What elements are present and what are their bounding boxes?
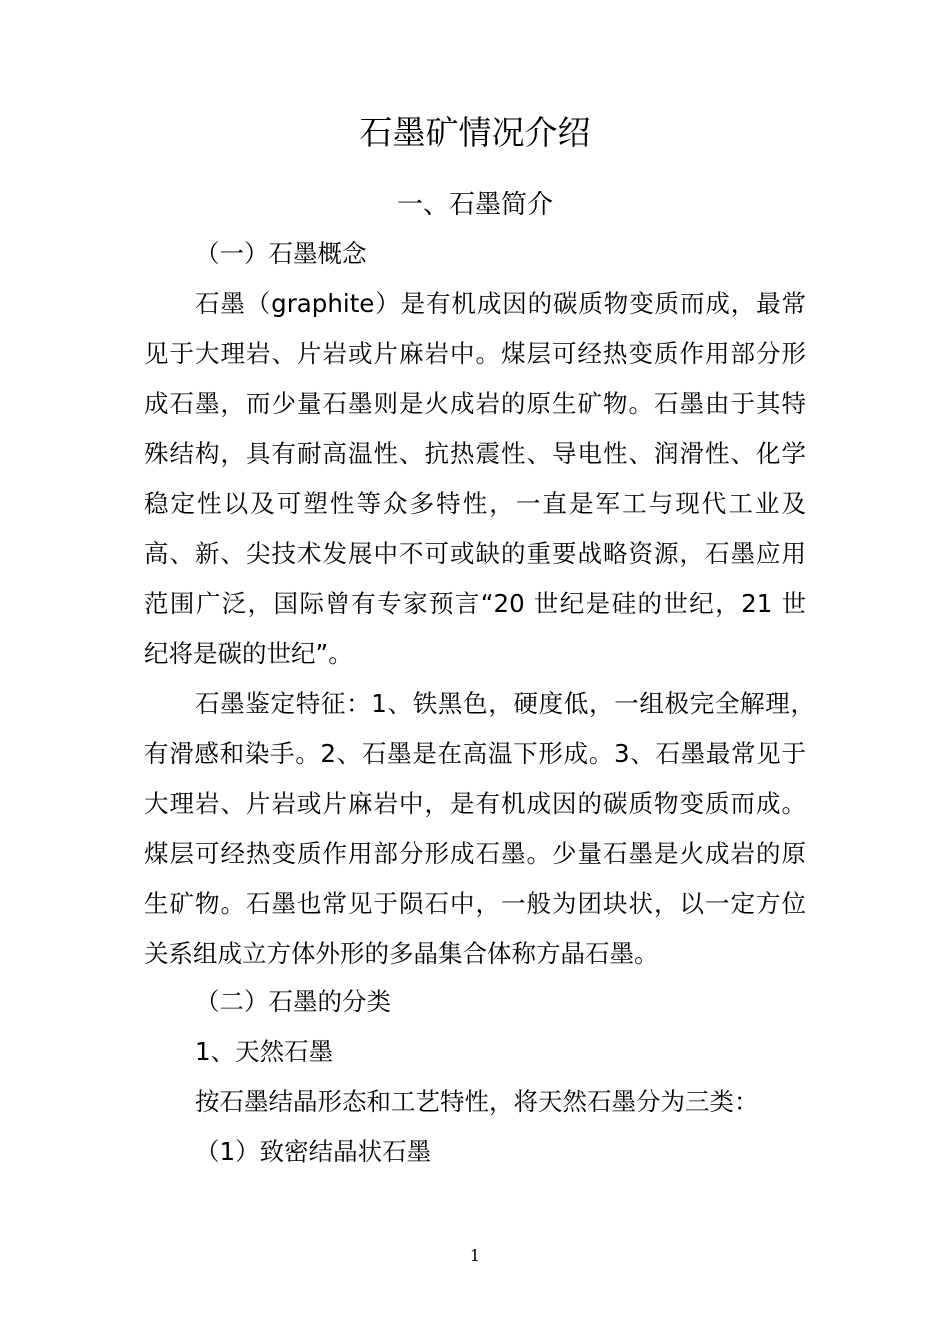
paragraph-line: 有滑感和染手。2、石墨是在高温下形成。3、石墨最常见于 <box>144 739 806 768</box>
paragraph-line: 煤层可经热变质作用部分形成石墨。少量石墨是火成岩的原 <box>144 839 806 868</box>
page-number: 1 <box>469 1246 481 1265</box>
paragraph-line: 成石墨，而少量石墨则是火成岩的原生矿物。石墨由于其特 <box>144 389 806 418</box>
list-item-natural-graphite: 1、天然石墨 <box>195 1037 334 1066</box>
paragraph-line: 大理岩、片岩或片麻岩中，是有机成因的碳质物变质而成。 <box>144 789 806 818</box>
paragraph-line: 高、新、尖技术发展中不可或缺的重要战略资源，石墨应用 <box>144 539 806 568</box>
paragraph-line: 石墨（graphite）是有机成因的碳质物变质而成，最常 <box>195 289 806 318</box>
paragraph-line: 生矿物。石墨也常见于陨石中，一般为团块状，以一定方位 <box>144 889 806 918</box>
paragraph-line: 见于大理岩、片岩或片麻岩中。煤层可经热变质作用部分形 <box>144 339 806 368</box>
document-title: 石墨矿情况介绍 <box>359 113 591 152</box>
paragraph-line: 石墨鉴定特征：1、铁黑色，硬度低，一组极完全解理， <box>195 689 815 718</box>
section-heading: 一、石墨简介 <box>396 190 553 220</box>
subsection-heading-classification: （二）石墨的分类 <box>195 987 391 1016</box>
paragraph-line: 纪将是碳的世纪”。 <box>144 639 353 668</box>
paragraph-line: 关系组成立方体外形的多晶集合体称方晶石墨。 <box>144 939 659 968</box>
paragraph-line: 范围广泛，国际曾有专家预言“20 世纪是硅的世纪，21 世 <box>144 589 806 618</box>
paragraph-line: 殊结构，具有耐高温性、抗热震性、导电性、润滑性、化学 <box>144 439 806 468</box>
paragraph-line: 按石墨结晶形态和工艺特性，将天然石墨分为三类： <box>195 1087 759 1116</box>
paragraph-line: 稳定性以及可塑性等众多特性，一直是军工与现代工业及 <box>144 489 806 518</box>
subsection-heading-concept: （一）石墨概念 <box>195 239 367 268</box>
list-item-dense-crystalline: （1）致密结晶状石墨 <box>195 1137 432 1166</box>
